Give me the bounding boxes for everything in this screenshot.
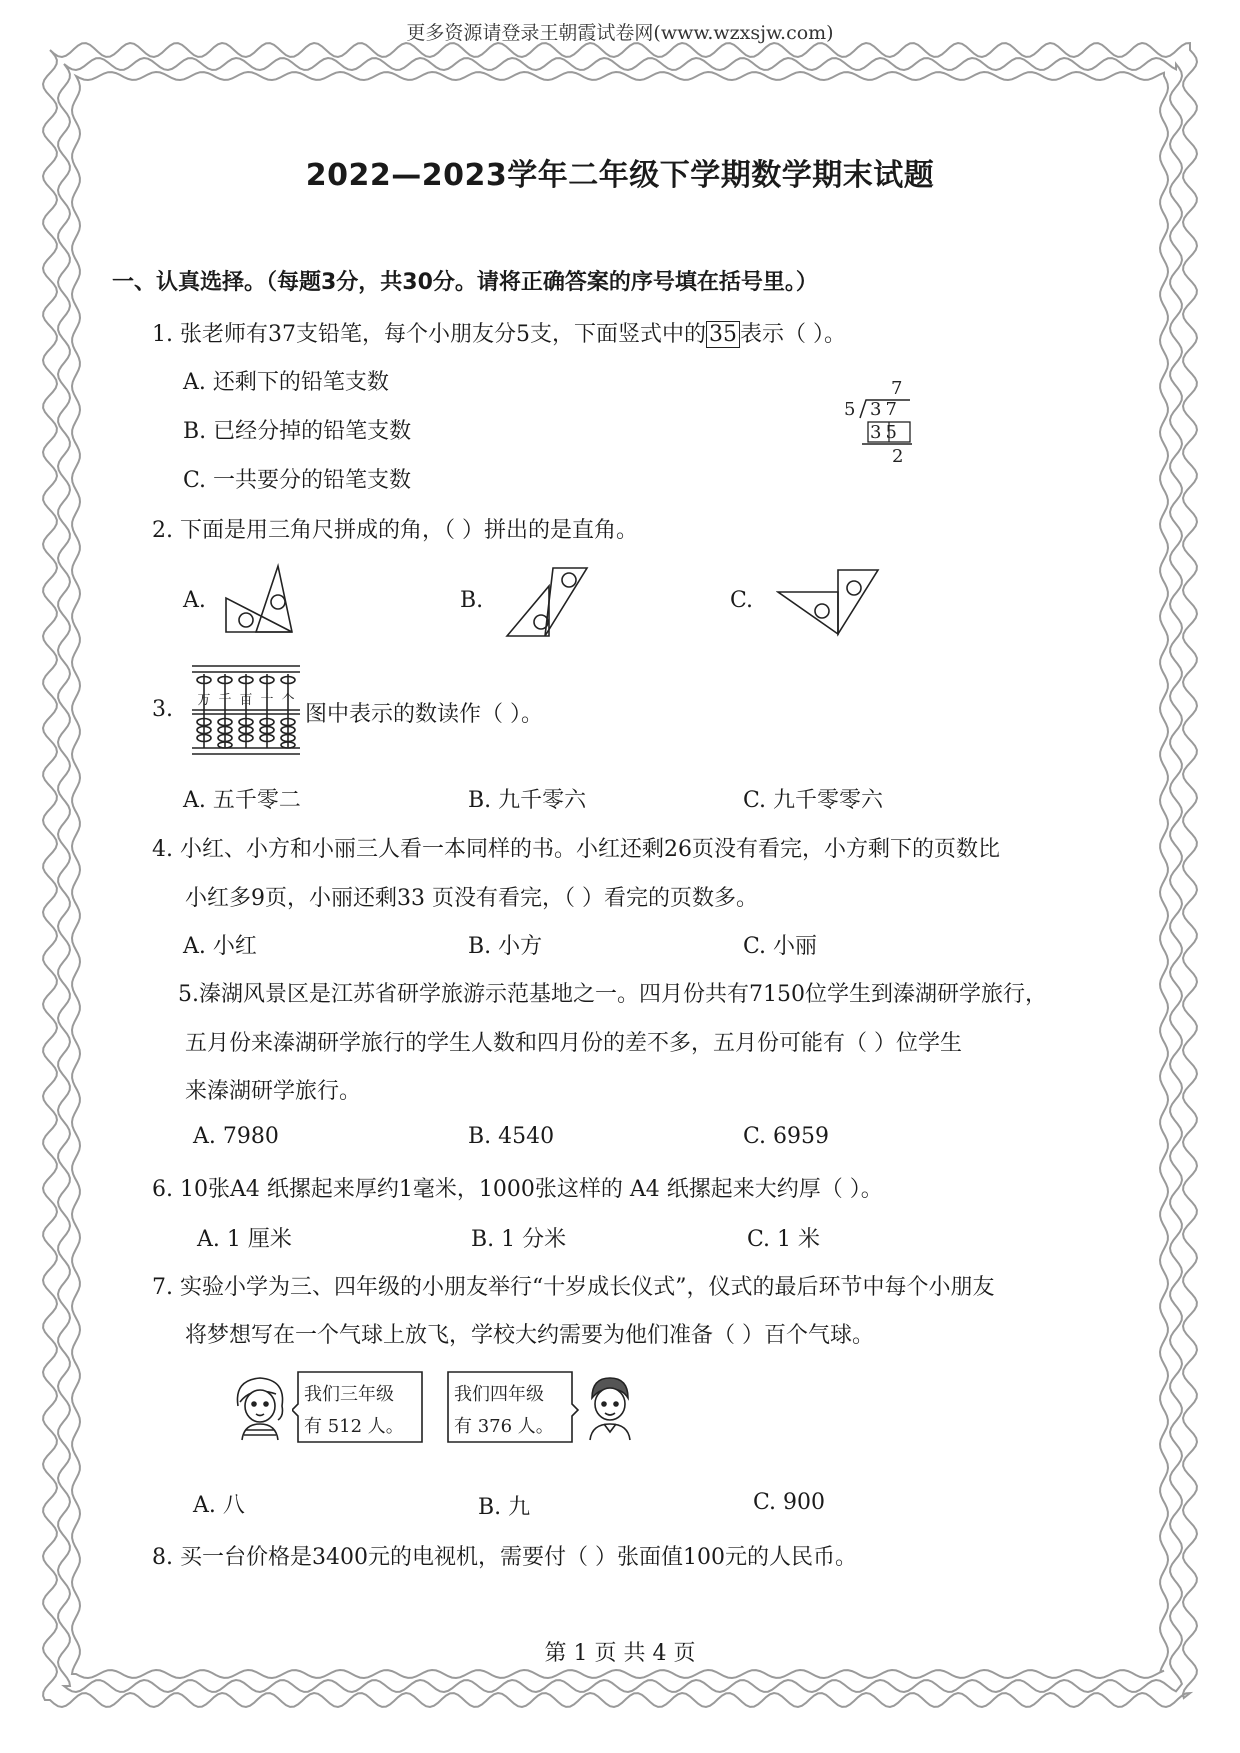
question-1	[152, 317, 846, 348]
question-3-number: 3.	[152, 697, 173, 722]
q2-option-c: C.	[730, 588, 754, 613]
q6-option-c: C. 1 米	[747, 1227, 821, 1252]
abacus-label-qian: 千	[218, 693, 232, 708]
q5-option-c: C. 6959	[743, 1124, 830, 1149]
long-division-figure	[838, 378, 918, 470]
abacus-label-bai: 百	[239, 693, 253, 708]
girl-illustration	[230, 1372, 292, 1442]
bubble-2-line-2: 有 376 人。	[454, 1416, 554, 1437]
q3-option-c: C. 九千零零六	[743, 788, 884, 813]
q3-option-b: B. 九千零六	[468, 788, 587, 813]
q4-option-c: C. 小丽	[743, 934, 818, 959]
q6-option-a: A. 1 厘米	[197, 1227, 292, 1252]
q4-option-a: A. 小红	[183, 934, 257, 959]
q1-text: 1. 张老师有37支铅笔，每个小朋友分5支，下面竖式中的	[152, 322, 706, 347]
q7-option-a: A. 八	[193, 1493, 245, 1518]
q2-figure-b-triangles	[505, 566, 590, 639]
question-7-line-1: 7. 实验小学为三、四年级的小朋友举行“十岁成长仪式”，仪式的最后环节中每个小朋友	[152, 1275, 995, 1300]
speech-bubble-1	[292, 1370, 426, 1446]
section-heading: 一、认真选择。（每题3分，共30分。请将正确答案的序号填在括号里。）	[112, 270, 818, 295]
q1-text-end: 表示（ ）。	[739, 322, 846, 347]
boy-illustration	[578, 1372, 640, 1442]
q6-option-b: B. 1 分米	[471, 1227, 567, 1252]
bubble-1-line-1: 我们三年级	[304, 1384, 394, 1405]
q7-option-c: C. 900	[753, 1490, 826, 1515]
question-5-line-2: 五月份来溱湖研学旅行的学生人数和四月份的差不多，五月份可能有（ ）位学生	[185, 1031, 962, 1056]
q1-option-c: C. 一共要分的铅笔支数	[183, 468, 412, 493]
q2-option-b: B.	[460, 588, 484, 613]
q2-option-a: A.	[183, 588, 206, 613]
bubble-2-line-1: 我们四年级	[454, 1384, 544, 1405]
page-footer: 第 1 页 共 4 页	[544, 1641, 696, 1666]
q5-option-a: A. 7980	[193, 1124, 279, 1149]
abacus-figure	[190, 660, 302, 760]
question-4-line-2: 小红多9页，小丽还剩33 页没有看完，（ ）看完的页数多。	[185, 886, 758, 911]
header-note: 更多资源请登录王朝霞试卷网(www.wzxsjw.com)	[406, 22, 834, 44]
speech-bubble-2	[446, 1370, 580, 1446]
q3-option-a: A. 五千零二	[183, 788, 301, 813]
q1-option-b: B. 已经分掉的铅笔支数	[183, 419, 412, 444]
division-dividend: 37	[870, 399, 901, 420]
page-title: 2022—2023学年二年级下学期数学期末试题	[305, 158, 935, 193]
q5-option-b: B. 4540	[468, 1124, 555, 1149]
question-5-line-3: 来溱湖研学旅行。	[185, 1079, 362, 1104]
division-remainder: 2	[892, 446, 904, 467]
question-2: 2. 下面是用三角尺拼成的角，（ ）拼出的是直角。	[152, 518, 638, 543]
division-product: 35	[870, 422, 901, 443]
question-3-text: 图中表示的数读作（ ）。	[305, 702, 543, 727]
frame-wave-line	[58, 58, 1182, 1692]
q1-boxed-number: 35	[706, 321, 740, 348]
division-quotient: 7	[891, 378, 903, 399]
question-6: 6. 10张A4 纸摞起来厚约1毫米，1000张这样的 A4 纸摞起来大约厚（ ）。	[152, 1177, 883, 1202]
abacus-label-wan: 万	[197, 693, 211, 708]
abacus-label-ge: 个	[281, 693, 295, 708]
question-4-line-1: 4. 小红、小方和小丽三人看一本同样的书。小红还剩26页没有看完，小方剩下的页数比	[152, 837, 1000, 862]
q1-option-a: A. 还剩下的铅笔支数	[183, 370, 389, 395]
question-5-line-1: 5.溱湖风景区是江苏省研学旅游示范基地之一。四月份共有7150位学生到溱湖研学旅行，	[178, 982, 1047, 1007]
question-8: 8. 买一台价格是3400元的电视机，需要付（ ）张面值100元的人民币。	[152, 1545, 857, 1570]
q7-option-b: B. 九	[478, 1495, 531, 1520]
question-7-line-2: 将梦想写在一个气球上放飞，学校大约需要为他们准备（ ）百个气球。	[185, 1323, 874, 1348]
q2-figure-a-triangles	[222, 562, 297, 637]
division-divisor: 5	[844, 399, 856, 420]
q4-option-b: B. 小方	[468, 934, 543, 959]
abacus-label-shi: 十	[260, 693, 274, 708]
bubble-1-line-2: 有 512 人。	[304, 1416, 404, 1437]
q2-figure-c-triangles	[776, 566, 881, 639]
